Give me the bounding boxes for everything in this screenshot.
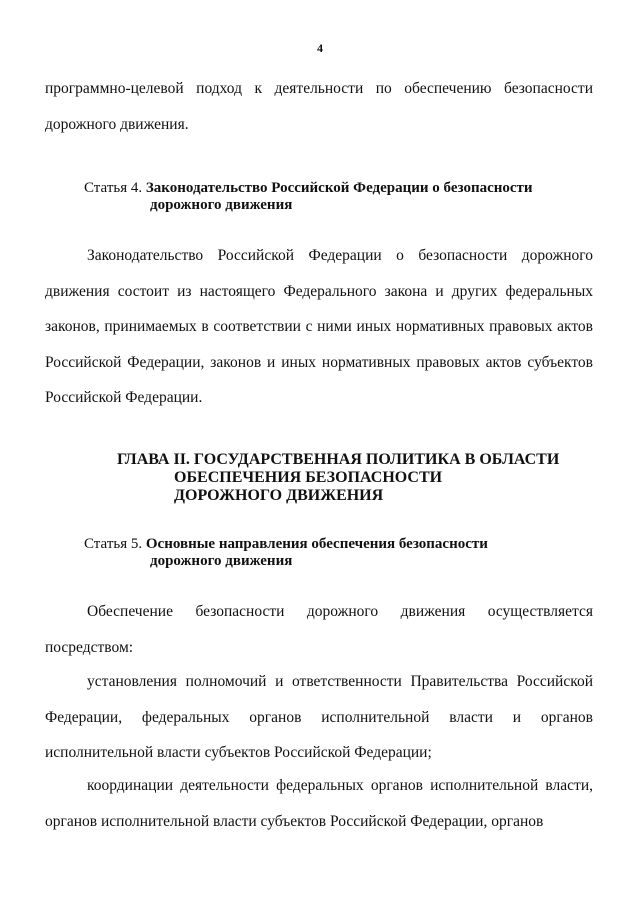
- article-4-title-line2: дорожного движения: [150, 197, 293, 213]
- article-5-heading: [84, 536, 584, 570]
- chapter-2-line2: ОБЕСПЕЧЕНИЯ БЕЗОПАСНОСТИ: [174, 469, 443, 486]
- article-5-title-line1: Основные направления обеспечения безопасности: [145, 536, 488, 552]
- page-number: 4: [317, 41, 323, 55]
- article-5-title-line2: дорожного движения: [150, 553, 293, 569]
- chapter-2-heading: [0, 451, 640, 505]
- chapter-2-line3: ДОРОЖНОГО ДВИЖЕНИЯ: [174, 487, 384, 504]
- paragraph-intro: программно-целевой подход к деятельности по обеспечению безопасности дорожного движения.: [45, 80, 593, 133]
- paragraph-article-5-3: координации деятельности федеральных органов исполнительной власти, органов исполнительной власти субъектов Российской Федерации, органов: [45, 777, 593, 830]
- chapter-2-line1: ГЛАВА II. ГОСУДАРСТВЕННАЯ ПОЛИТИКА В ОБЛАСТИ: [117, 451, 560, 468]
- article-4-prefix: Статья 4.: [84, 180, 143, 196]
- paragraph-article-5-2: установления полномочий и ответственности Правительства Российской Федерации, федеральных органов исполнительной власти и органов исполнительной власти субъектов Российской Федерации;: [45, 673, 593, 761]
- article-4-heading: [84, 180, 584, 214]
- article-5-prefix: Статья 5.: [84, 536, 143, 552]
- paragraph-article-5-1: Обеспечение безопасности дорожного движения осуществляется посредством:: [45, 603, 593, 656]
- paragraph-article-4: Законодательство Российской Федерации о безопасности дорожного движения состоит из настоящего Федерального закона и других федеральных законов, принимаемых в соответствии с ними иных нормативных правовых актов Российской Федерации, законов и иных нормативных правовых актов субъектов Российской Федерации.: [45, 247, 593, 406]
- article-4-title-line1: Законодательство Российской Федерации о безопасности: [145, 180, 533, 196]
